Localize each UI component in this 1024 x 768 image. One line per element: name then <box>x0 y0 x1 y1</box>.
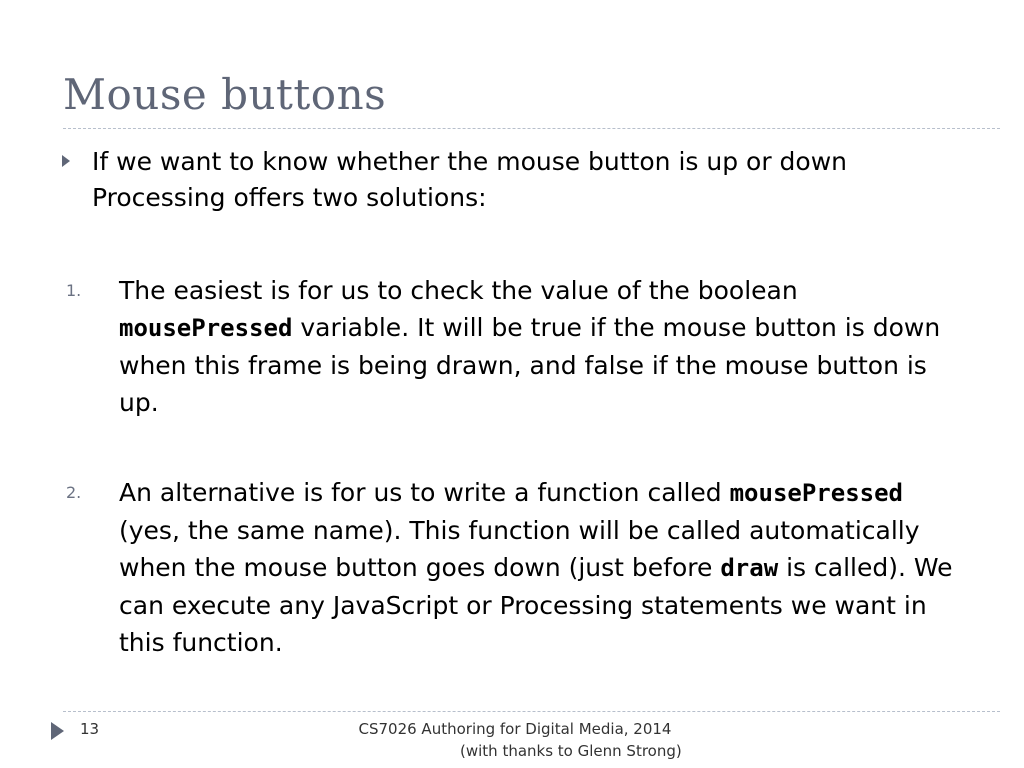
item-text <box>119 272 969 421</box>
item-text <box>119 474 969 661</box>
code-draw: draw <box>720 554 779 582</box>
footer-course: CS7026 Authoring for Digital Media, 2014 <box>358 720 672 738</box>
code-mousepressed: mousePressed <box>119 314 293 342</box>
triangle-right-icon <box>51 722 64 740</box>
item-number: 1. <box>66 281 82 300</box>
title-divider <box>63 128 1000 129</box>
item-text-before: An alternative is for us to write a function called <box>119 478 730 507</box>
item-text-after: is called). We can execute any JavaScript or Processing statements we want in this function. <box>119 553 953 657</box>
item-number: 2. <box>66 483 82 502</box>
slide-title: Mouse buttons <box>63 70 387 119</box>
item-text-middle: (yes, the same name). This function will be called automatically when the mouse button goes down (just before <box>119 516 920 582</box>
code-mousepressed: mousePressed <box>729 479 903 507</box>
footer-divider <box>63 711 1000 712</box>
page-number: 13 <box>80 720 100 738</box>
bullet-text: If we want to know whether the mouse button is up or down Processing offers two solutions: <box>92 147 848 212</box>
footer-caption <box>300 718 730 762</box>
item-text-after: variable. It will be true if the mouse button is down when this frame is being drawn, and false if the mouse button is up. <box>119 313 941 417</box>
item-text-before: The easiest is for us to check the value of the boolean <box>119 276 798 305</box>
footer-credit: (with thanks to Glenn Strong) <box>460 742 682 760</box>
triangle-bullet-icon <box>62 155 70 167</box>
